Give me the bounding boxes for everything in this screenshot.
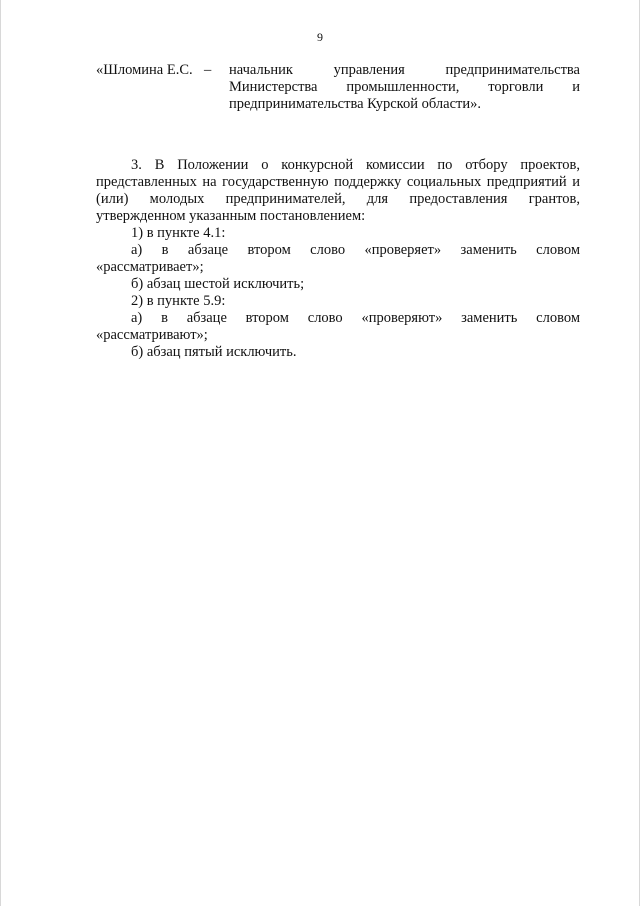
- member-description: начальник управления предпринимательства Министерства промышленности, торговли и предпринимательства Курской области».: [229, 62, 580, 112]
- commission-member-entry: [96, 62, 580, 113]
- item-1-b: б) абзац шестой исключить;: [131, 276, 305, 292]
- amendment-section-3: [96, 157, 580, 361]
- section-3-intro: 3. В Положении о конкурсной комиссии по отбору проектов, представленных на государственную поддержку социальных предприятий и (или) молодых предпринимателей, для предоставления грантов, утвержденном указанным постановлением:: [96, 157, 580, 224]
- item-2-header: 2) в пункте 5.9:: [131, 293, 226, 309]
- page-number: 9: [317, 30, 323, 44]
- member-dash: –: [204, 62, 212, 78]
- scan-edge-left: [0, 0, 1, 906]
- item-1-header: 1) в пункте 4.1:: [131, 225, 226, 241]
- member-name: «Шломина Е.С.: [96, 62, 193, 78]
- item-1-a: а) в абзаце втором слово «проверяет» заменить словом «рассматривает»;: [96, 242, 580, 275]
- item-2-a: а) в абзаце втором слово «проверяют» заменить словом «рассматривают»;: [96, 310, 580, 343]
- item-2-b: б) абзац пятый исключить.: [131, 344, 297, 360]
